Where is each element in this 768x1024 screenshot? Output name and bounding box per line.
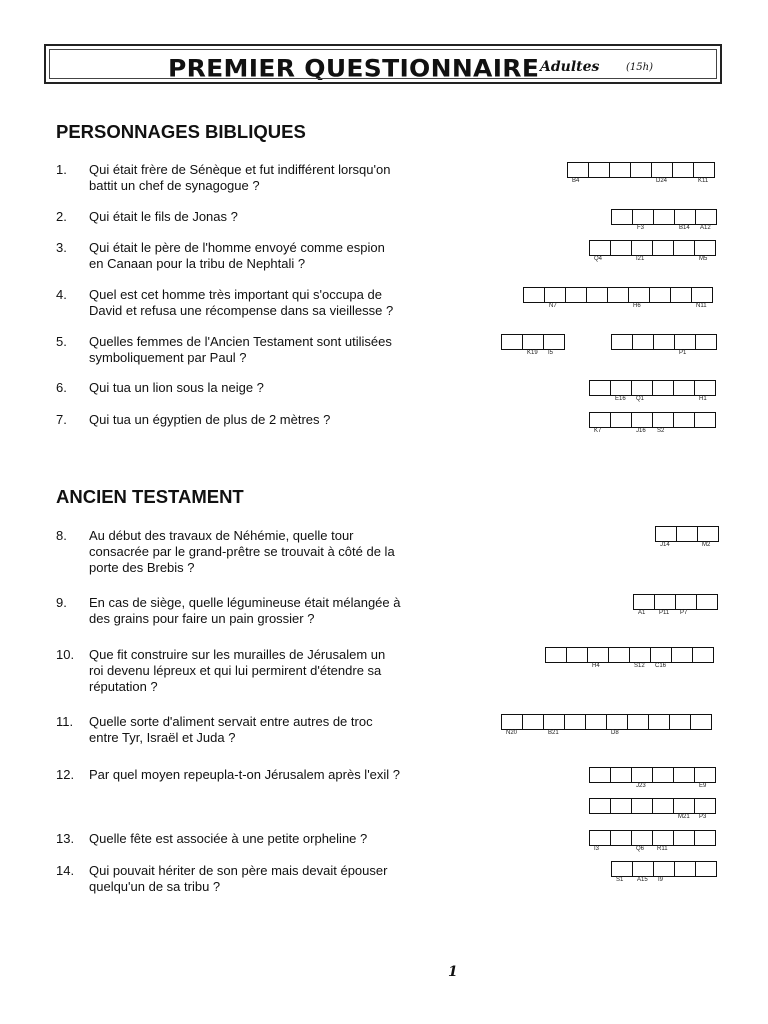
cell-code-label: M5	[699, 256, 708, 262]
question-number: 5.	[56, 334, 67, 349]
question-text: Par quel moyen repeupla-t-on Jérusalem après l'exil ?	[89, 767, 401, 782]
letter-box[interactable]	[669, 714, 691, 730]
letter-box[interactable]	[653, 209, 675, 225]
letter-box[interactable]	[589, 412, 611, 428]
letter-box[interactable]	[696, 594, 718, 610]
cell-code-label: J16	[636, 428, 646, 434]
letter-box[interactable]	[545, 647, 567, 663]
letter-box[interactable]	[564, 714, 586, 730]
letter-box[interactable]	[690, 714, 712, 730]
cell-code-label: K19	[527, 350, 538, 356]
letter-box[interactable]	[611, 209, 633, 225]
letter-box[interactable]	[589, 830, 611, 846]
question-text: Quelle sorte d'aliment servait entre autres de troc entre Tyr, Israël et Juda ?	[89, 714, 373, 745]
page-title: PREMIER QUESTIONNAIRE	[168, 54, 540, 83]
question-number: 11.	[56, 714, 74, 729]
letter-box[interactable]	[606, 714, 628, 730]
letter-box[interactable]	[566, 647, 588, 663]
letter-box[interactable]	[631, 240, 653, 256]
question-text: Quelle fête est associée à une petite orpheline ?	[89, 831, 368, 846]
letter-box[interactable]	[589, 380, 611, 396]
cell-code-label: J23	[636, 783, 646, 789]
letter-box[interactable]	[565, 287, 587, 303]
letter-box[interactable]	[695, 334, 717, 350]
cell-code-label: B14	[679, 225, 690, 231]
answer-grid[interactable]	[589, 767, 716, 783]
cell-code-label: H4	[592, 663, 600, 669]
cell-code-label: K7	[594, 428, 602, 434]
letter-box[interactable]	[588, 162, 610, 178]
question-number: 9.	[56, 595, 67, 610]
cell-code-label: R11	[657, 846, 668, 852]
letter-box[interactable]	[631, 767, 653, 783]
cell-code-label: I21	[636, 256, 645, 262]
letter-box[interactable]	[673, 767, 695, 783]
letter-box[interactable]	[673, 798, 695, 814]
answer-grid[interactable]	[545, 647, 714, 663]
answer-grid[interactable]	[501, 334, 565, 350]
letter-box[interactable]	[654, 594, 676, 610]
letter-box[interactable]	[587, 647, 609, 663]
audience-label: Adultes	[540, 59, 600, 75]
letter-box[interactable]	[543, 334, 565, 350]
letter-box[interactable]	[692, 647, 714, 663]
question-text: Qui était frère de Sénèque et fut indifférent lorsqu'on battit un chef de synagogue ?	[89, 162, 391, 193]
answer-grid[interactable]	[589, 240, 716, 256]
letter-box[interactable]	[674, 861, 696, 877]
answer-grid[interactable]	[611, 209, 717, 225]
question-text: Qui était le fils de Jonas ?	[89, 209, 238, 224]
letter-box[interactable]	[652, 412, 674, 428]
question-text: Qui tua un égyptien de plus de 2 mètres ?	[89, 412, 331, 427]
cell-code-label: P3	[699, 814, 707, 820]
letter-box[interactable]	[673, 412, 695, 428]
letter-box[interactable]	[608, 647, 630, 663]
cell-code-label: S2	[657, 428, 665, 434]
letter-box[interactable]	[670, 287, 692, 303]
letter-box[interactable]	[629, 647, 651, 663]
cell-code-label: Q4	[594, 256, 603, 262]
letter-box[interactable]	[674, 209, 696, 225]
letter-box[interactable]	[649, 287, 671, 303]
letter-box[interactable]	[655, 526, 677, 542]
cell-code-label: H1	[699, 396, 707, 402]
letter-box[interactable]	[610, 412, 632, 428]
letter-box[interactable]	[693, 162, 715, 178]
question-text: Au début des travaux de Néhémie, quelle tour consacrée par le grand-prêtre se trouvait à côté de la porte des Brebis ?	[89, 528, 395, 575]
cell-code-label: K11	[698, 178, 709, 184]
letter-box[interactable]	[652, 767, 674, 783]
question-number: 1.	[56, 162, 67, 177]
letter-box[interactable]	[628, 287, 650, 303]
letter-box[interactable]	[652, 830, 674, 846]
letter-box[interactable]	[610, 380, 632, 396]
letter-box[interactable]	[694, 380, 716, 396]
question-number: 6.	[56, 380, 67, 395]
letter-box[interactable]	[674, 334, 696, 350]
letter-box[interactable]	[675, 594, 697, 610]
answer-grid[interactable]	[523, 287, 713, 303]
letter-box[interactable]	[650, 647, 672, 663]
letter-box[interactable]	[694, 240, 716, 256]
letter-box[interactable]	[631, 380, 653, 396]
letter-box[interactable]	[607, 287, 629, 303]
letter-box[interactable]	[653, 861, 675, 877]
question-number: 7.	[56, 412, 67, 427]
letter-box[interactable]	[632, 209, 654, 225]
letter-box[interactable]	[633, 594, 655, 610]
letter-box[interactable]	[673, 830, 695, 846]
answer-grid[interactable]	[589, 380, 716, 396]
cell-code-label: B4	[572, 178, 580, 184]
letter-box[interactable]	[631, 798, 653, 814]
letter-box[interactable]	[589, 767, 611, 783]
cell-code-label: A1	[638, 610, 646, 616]
letter-box[interactable]	[652, 380, 674, 396]
cell-code-label: Q1	[636, 396, 645, 402]
cell-code-label: N20	[506, 730, 518, 736]
letter-box[interactable]	[694, 798, 716, 814]
cell-code-label: F3	[637, 225, 645, 231]
cell-code-label: S12	[634, 663, 645, 669]
answer-grid[interactable]	[611, 334, 717, 350]
cell-code-label: P1	[679, 350, 687, 356]
letter-box[interactable]	[610, 240, 632, 256]
letter-box[interactable]	[522, 714, 544, 730]
cell-code-label: E9	[699, 783, 707, 789]
letter-box[interactable]	[673, 240, 695, 256]
letter-box[interactable]	[671, 647, 693, 663]
question-number: 8.	[56, 528, 67, 543]
letter-box[interactable]	[651, 162, 673, 178]
question-number: 14.	[56, 863, 75, 878]
letter-box[interactable]	[589, 240, 611, 256]
cell-code-label: H6	[633, 303, 641, 309]
letter-box[interactable]	[567, 162, 589, 178]
letter-box[interactable]	[501, 714, 523, 730]
letter-box[interactable]	[694, 767, 716, 783]
letter-box[interactable]	[631, 830, 653, 846]
answer-grid[interactable]	[589, 830, 716, 846]
letter-box[interactable]	[501, 334, 523, 350]
letter-box[interactable]	[585, 714, 607, 730]
letter-box[interactable]	[694, 830, 716, 846]
letter-box[interactable]	[611, 334, 633, 350]
letter-box[interactable]	[652, 798, 674, 814]
question-number: 13.	[56, 831, 75, 846]
cell-code-label: P7	[680, 610, 688, 616]
letter-box[interactable]	[610, 767, 632, 783]
answer-grid[interactable]	[589, 798, 716, 814]
letter-box[interactable]	[632, 334, 654, 350]
letter-box[interactable]	[631, 412, 653, 428]
cell-code-label: N11	[696, 303, 707, 309]
question-text: Que fit construire sur les murailles de Jérusalem un roi devenu lépreux et qui lui permirent d'étendre sa réputation ?	[89, 647, 386, 694]
question-text: En cas de siège, quelle légumineuse était mélangée à des grains pour faire un pain grossier ?	[89, 595, 401, 626]
question-number: 12.	[56, 767, 75, 782]
letter-box[interactable]	[697, 526, 719, 542]
cell-code-label: A12	[700, 225, 711, 231]
letter-box[interactable]	[695, 209, 717, 225]
letter-box[interactable]	[676, 526, 698, 542]
answer-grid[interactable]	[589, 412, 716, 428]
letter-box[interactable]	[610, 798, 632, 814]
question-number: 2.	[56, 209, 67, 224]
letter-box[interactable]	[632, 861, 654, 877]
question-text: Qui tua un lion sous la neige ?	[89, 380, 264, 395]
question-number: 10.	[56, 647, 75, 662]
question-text: Quel est cet homme très important qui s'occupa de David et refusa une récompense dans sa vieillesse ?	[89, 287, 394, 318]
cell-code-label: D8	[611, 730, 619, 736]
letter-box[interactable]	[523, 287, 545, 303]
section-title: ANCIEN TESTAMENT	[56, 486, 244, 507]
letter-box[interactable]	[694, 412, 716, 428]
question-text: Qui pouvait hériter de son père mais devait épouser quelqu'un de sa tribu ?	[89, 863, 388, 894]
answer-grid[interactable]	[501, 714, 712, 730]
cell-code-label: M21	[678, 814, 690, 820]
letter-box[interactable]	[544, 287, 566, 303]
question-number: 4.	[56, 287, 67, 302]
letter-box[interactable]	[609, 162, 631, 178]
letter-box[interactable]	[648, 714, 670, 730]
title-box	[44, 44, 722, 84]
cell-code-label: J14	[660, 542, 670, 548]
section-title: PERSONNAGES BIBLIQUES	[56, 121, 306, 142]
cell-code-label: I5	[548, 350, 554, 356]
cell-code-label: I3	[594, 846, 600, 852]
question-text: Quelles femmes de l'Ancien Testament sont utilisées symboliquement par Paul ?	[89, 334, 392, 365]
page-number: 1	[448, 964, 458, 980]
letter-box[interactable]	[586, 287, 608, 303]
cell-code-label: M2	[702, 542, 711, 548]
cell-code-label: Q6	[636, 846, 645, 852]
letter-box[interactable]	[627, 714, 649, 730]
letter-box[interactable]	[695, 861, 717, 877]
cell-code-label: P11	[659, 610, 670, 616]
letter-box[interactable]	[630, 162, 652, 178]
cell-code-label: D24	[656, 178, 668, 184]
answer-grid[interactable]	[611, 861, 717, 877]
letter-box[interactable]	[522, 334, 544, 350]
cell-code-label: E16	[615, 396, 626, 402]
cell-code-label: A15	[637, 877, 648, 883]
letter-box[interactable]	[672, 162, 694, 178]
letter-box[interactable]	[652, 240, 674, 256]
cell-code-label: N7	[549, 303, 557, 309]
letter-box[interactable]	[653, 334, 675, 350]
cell-code-label: I9	[658, 877, 664, 883]
letter-box[interactable]	[691, 287, 713, 303]
letter-box[interactable]	[673, 380, 695, 396]
cell-code-label: C16	[655, 663, 667, 669]
answer-grid[interactable]	[655, 526, 719, 542]
question-text: Qui était le père de l'homme envoyé comme espion en Canaan pour la tribu de Nephtali ?	[89, 240, 385, 271]
letter-box[interactable]	[610, 830, 632, 846]
letter-box[interactable]	[611, 861, 633, 877]
answer-grid[interactable]	[567, 162, 715, 178]
age-label: (15h)	[626, 62, 653, 73]
question-number: 3.	[56, 240, 67, 255]
letter-box[interactable]	[543, 714, 565, 730]
letter-box[interactable]	[589, 798, 611, 814]
answer-grid[interactable]	[633, 594, 718, 610]
cell-code-label: S1	[616, 877, 624, 883]
cell-code-label: B21	[548, 730, 559, 736]
